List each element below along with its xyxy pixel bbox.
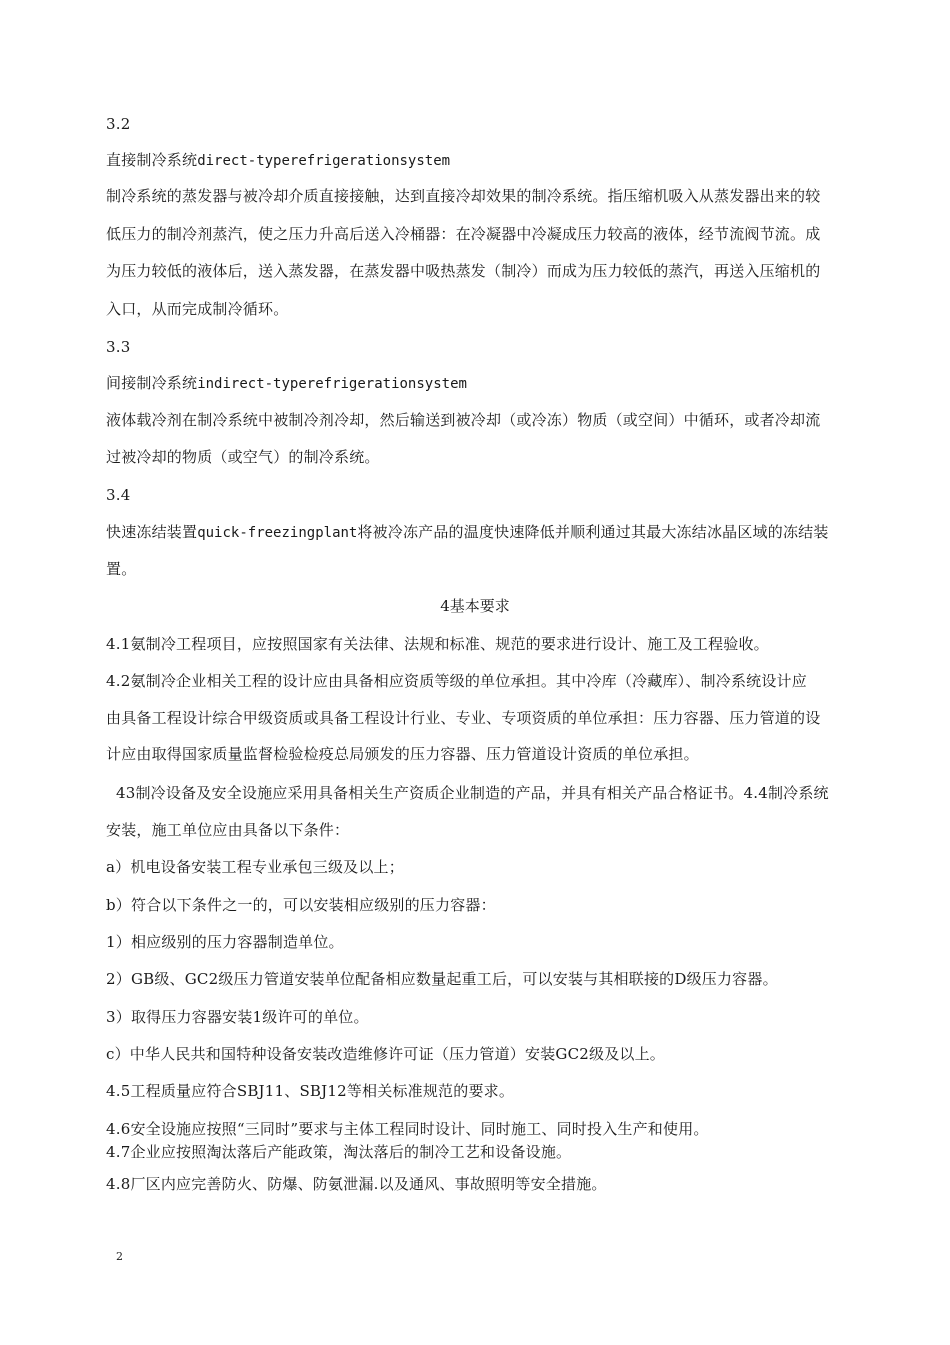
term-cn: 间接制冷系统 bbox=[106, 374, 198, 392]
section-3-3-definition-line: 过被冷却的物质（或空气）的制冷系统。 bbox=[106, 448, 380, 466]
term-en: quick-freezingplant bbox=[197, 525, 358, 541]
section-3-3-term bbox=[106, 373, 467, 394]
section-3-4-number: 3.4 bbox=[106, 486, 131, 504]
condition-b3: 3）取得压力容器安装1级许可的单位。 bbox=[106, 1008, 369, 1026]
condition-b1: 1）相应级别的压力容器制造单位。 bbox=[106, 933, 344, 951]
page-number: 2 bbox=[116, 1250, 123, 1263]
condition-c: c）中华人民共和国特种设备安装改造维修许可证（压力管道）安装GC2级及以上。 bbox=[106, 1045, 666, 1063]
item-4-1: 4.1氨制冷工程项目，应按照国家有关法律、法规和标准、规范的要求进行设计、施工及工程验收。 bbox=[106, 635, 769, 653]
item-4-7: 4.7企业应按照淘汰落后产能政策，淘汰落后的制冷工艺和设备设施。 bbox=[106, 1143, 572, 1161]
term-cn: 直接制冷系统 bbox=[106, 151, 198, 169]
section-3-2-definition-line: 低压力的制冷剂蒸汽，使之压力升高后送入冷桶器：在冷凝器中冷凝成压力较高的液体，经节流阀节流。成 bbox=[106, 225, 821, 243]
section-3-2-number: 3.2 bbox=[106, 115, 131, 133]
section-3-2-definition-line: 制冷系统的蒸发器与被冷却介质直接接触，达到直接冷却效果的制冷系统。指压缩机吸入从蒸发器出来的较 bbox=[106, 187, 821, 205]
section-3-2-definition-line: 为压力较低的液体后，送入蒸发器，在蒸发器中吸热蒸发（制冷）而成为压力较低的蒸汽，再送入压缩机的 bbox=[106, 262, 821, 280]
item-4-2-line: 由具备工程设计综合甲级资质或具备工程设计行业、专业、专项资质的单位承担：压力容器、压力管道的设 bbox=[106, 709, 821, 727]
item-4-6: 4.6安全设施应按照“三同时”要求与主体工程同时设计、同时施工、同时投入生产和使用。 bbox=[106, 1120, 709, 1138]
item-4-2-line: 计应由取得国家质量监督检验检疫总局颁发的压力容器、压力管道设计资质的单位承担。 bbox=[106, 745, 699, 763]
item-4-8: 4.8厂区内应完善防火、防爆、防氨泄漏.以及通风、事故照明等安全措施。 bbox=[106, 1175, 607, 1193]
term-cn: 快速冻结装置 bbox=[106, 523, 198, 541]
section-3-4-term bbox=[106, 522, 829, 543]
condition-b2: 2）GB级、GC2级压力管道安装单位配备相应数量起重工后，可以安装与其相联接的D级压力容器。 bbox=[106, 970, 778, 988]
item-4-5: 4.5工程质量应符合SBJ11、SBJ12等相关标准规范的要求。 bbox=[106, 1082, 515, 1100]
section-3-3-number: 3.3 bbox=[106, 338, 131, 356]
section-3-2-definition-line: 入口，从而完成制冷循环。 bbox=[106, 300, 289, 318]
section-3-2-term bbox=[106, 150, 450, 171]
condition-b: b）符合以下条件之一的，可以安装相应级别的压力容器： bbox=[106, 896, 496, 914]
section-3-3-definition-line: 液体载冷剂在制冷系统中被制冷剂冷却，然后输送到被冷却（或冷冻）物质（或空间）中循环，或者冷却流 bbox=[106, 411, 821, 429]
term-en: direct-typerefrigerationsystem bbox=[197, 153, 451, 169]
chapter-4-title: 4基本要求 bbox=[440, 597, 510, 615]
term-en: indirect-typerefrigerationsystem bbox=[197, 376, 467, 392]
condition-a: a）机电设备安装工程专业承包三级及以上； bbox=[106, 858, 404, 876]
section-3-4-definition-line: 置。 bbox=[106, 560, 137, 578]
item-4-3-line: 43制冷设备及安全设施应采用具备相关生产资质企业制造的产品，并具有相关产品合格证书。4.4制冷系统 bbox=[116, 784, 829, 802]
item-4-4-continued: 安装，施工单位应由具备以下条件： bbox=[106, 821, 350, 839]
item-4-2-line: 4.2氨制冷企业相关工程的设计应由具备相应资质等级的单位承担。其中冷库（冷藏库）、制冷系统设计应 bbox=[106, 672, 807, 690]
term-definition: 将被冷冻产品的温度快速降低并顺利通过其最大冻结冰晶区域的冻结装 bbox=[357, 523, 829, 541]
